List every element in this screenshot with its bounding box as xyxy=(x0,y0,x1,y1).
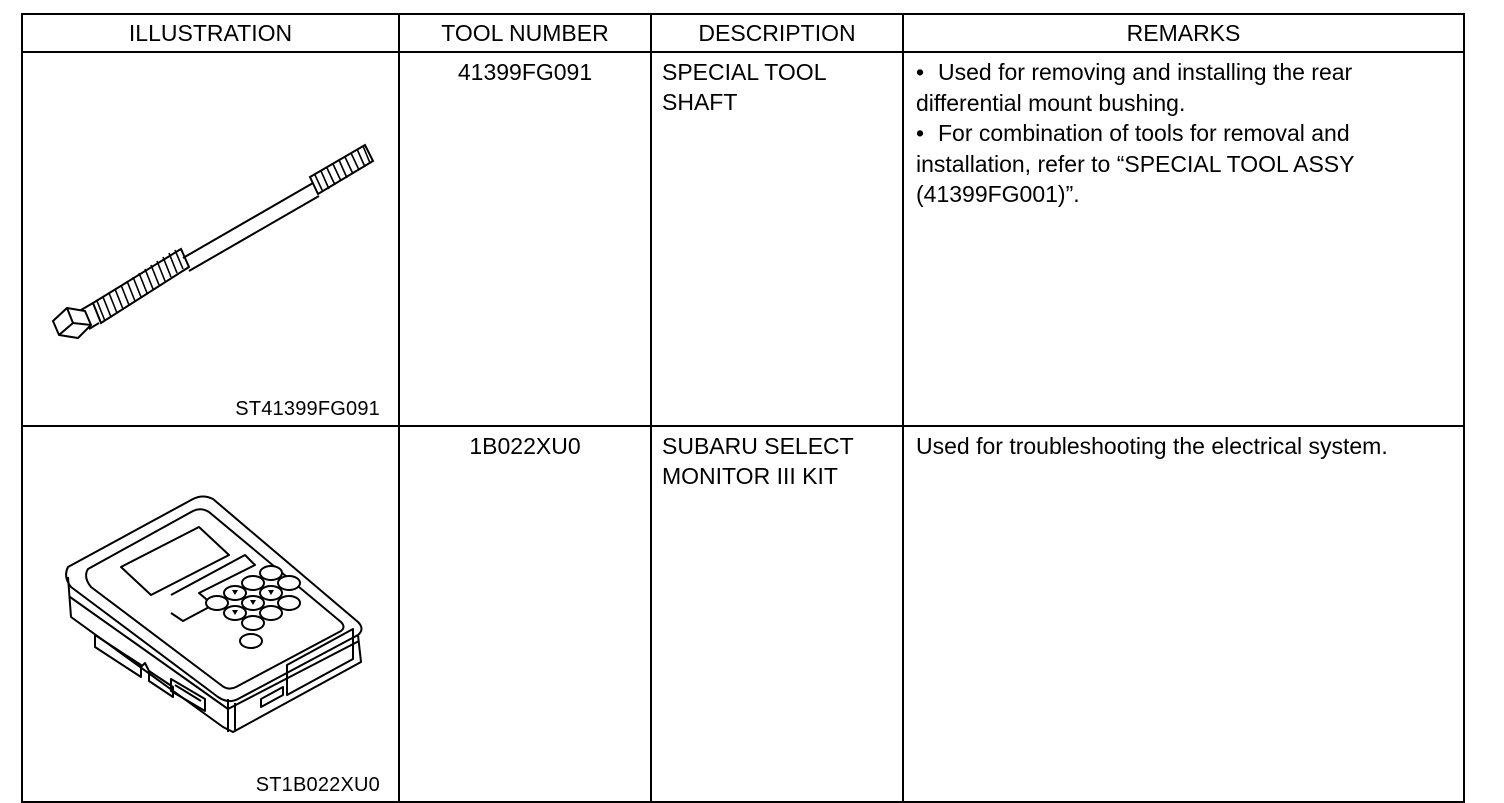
description xyxy=(651,426,903,802)
illustration-caption: ST1B022XU0 xyxy=(255,774,380,796)
remark-text: Used for troubleshooting the electrical system. xyxy=(916,433,1388,459)
header-tool-number: TOOL NUMBER xyxy=(399,14,651,52)
remarks xyxy=(903,52,1464,426)
threaded-shaft-icon xyxy=(23,53,400,419)
remark-item xyxy=(916,57,1453,118)
remarks xyxy=(903,426,1464,802)
tool-number: 41399FG091 xyxy=(399,52,651,426)
remark-item xyxy=(916,431,1453,462)
illustration-cell xyxy=(22,426,399,802)
remark-text: Used for removing and installing the rear differential mount bushing. xyxy=(916,59,1353,116)
remark-text: For combination of tools for removal and installation, refer to “SPECIAL TOOL ASSY (41399FG001)”. xyxy=(916,120,1355,207)
bullet: • xyxy=(916,120,925,146)
table-row xyxy=(22,426,1464,802)
description-line: SHAFT xyxy=(662,89,738,115)
select-monitor-device-icon xyxy=(23,427,400,795)
table-row xyxy=(22,52,1464,426)
description xyxy=(651,52,903,426)
description-line: MONITOR III KIT xyxy=(662,463,838,489)
illustration-cell xyxy=(22,52,399,426)
bullet: • xyxy=(916,59,925,85)
special-tools-table xyxy=(21,13,1465,803)
tool-number: 1B022XU0 xyxy=(399,426,651,802)
header-remarks: REMARKS xyxy=(903,14,1464,52)
table-header-row xyxy=(22,14,1464,52)
header-illustration: ILLUSTRATION xyxy=(22,14,399,52)
remark-item xyxy=(916,118,1453,210)
description-line: SUBARU SELECT xyxy=(662,433,854,459)
illustration-caption: ST41399FG091 xyxy=(235,398,380,420)
header-description: DESCRIPTION xyxy=(651,14,903,52)
description-line: SPECIAL TOOL xyxy=(662,59,827,85)
